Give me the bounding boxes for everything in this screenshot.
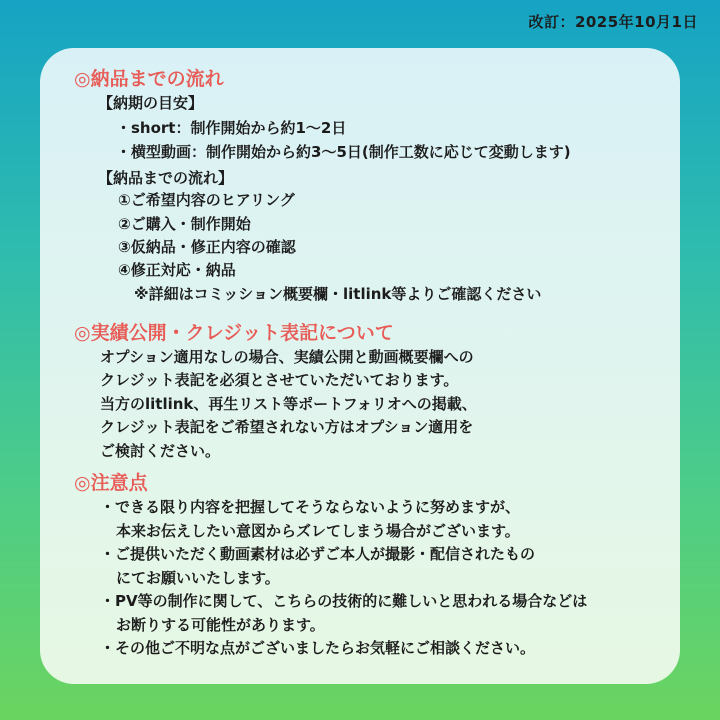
delivery-heading: ◎納品までの流れ (74, 68, 224, 90)
credit-line: オプション適用なしの場合、実績公開と動画概要欄への (100, 348, 474, 366)
credit-line: クレジット表記をご希望されない方はオプション適用を (100, 418, 474, 436)
deadline-label: 【納期の目安】 (98, 94, 204, 112)
flow-label: 【納品までの流れ】 (98, 169, 234, 187)
note-line: ・その他ご不明な点がございましたらお気軽にご相談ください。 (100, 639, 536, 657)
credit-line: ご検討ください。 (100, 442, 221, 460)
flow-step: ③仮納品・修正内容の確認 (118, 238, 296, 256)
flow-step: ①ご希望内容のヒアリング (118, 191, 295, 209)
info-card (40, 48, 680, 684)
deadline-item-landscape: ・横型動画：制作開始から約3〜5日(制作工数に応じて変動します) (116, 143, 571, 161)
credit-line: クレジット表記を必須とさせていただいております。 (100, 371, 459, 389)
notes-heading: ◎注意点 (74, 472, 148, 494)
note-line: ・ご提供いただく動画素材は必ずご本人が撮影・配信されたもの (100, 545, 536, 563)
revision-date: 改訂：2025年10月1日 (528, 13, 698, 31)
note-line: 本来お伝えしたい意図からズレてしまう場合がございます。 (116, 522, 520, 540)
flow-step: ④修正対応・納品 (118, 261, 236, 279)
flow-step: ②ご購入・制作開始 (118, 215, 251, 233)
note-line: ・できる限り内容を把握してそうならないように努めますが、 (100, 498, 521, 516)
note-line: ・PV等の制作に関して、こちらの技術的に難しいと思われる場合などは (100, 592, 588, 610)
credit-heading: ◎実績公開・クレジット表記について (74, 322, 394, 344)
note-line: にてお願いいたします。 (116, 569, 280, 587)
note-line: お断りする可能性があります。 (116, 616, 325, 634)
credit-line: 当方のlitlink、再生リスト等ポートフォリオへの掲載、 (100, 395, 477, 413)
flow-note: ※詳細はコミッション概要欄・litlink等よりご確認ください (134, 285, 542, 303)
deadline-item-short: ・short：制作開始から約1〜2日 (116, 119, 347, 137)
